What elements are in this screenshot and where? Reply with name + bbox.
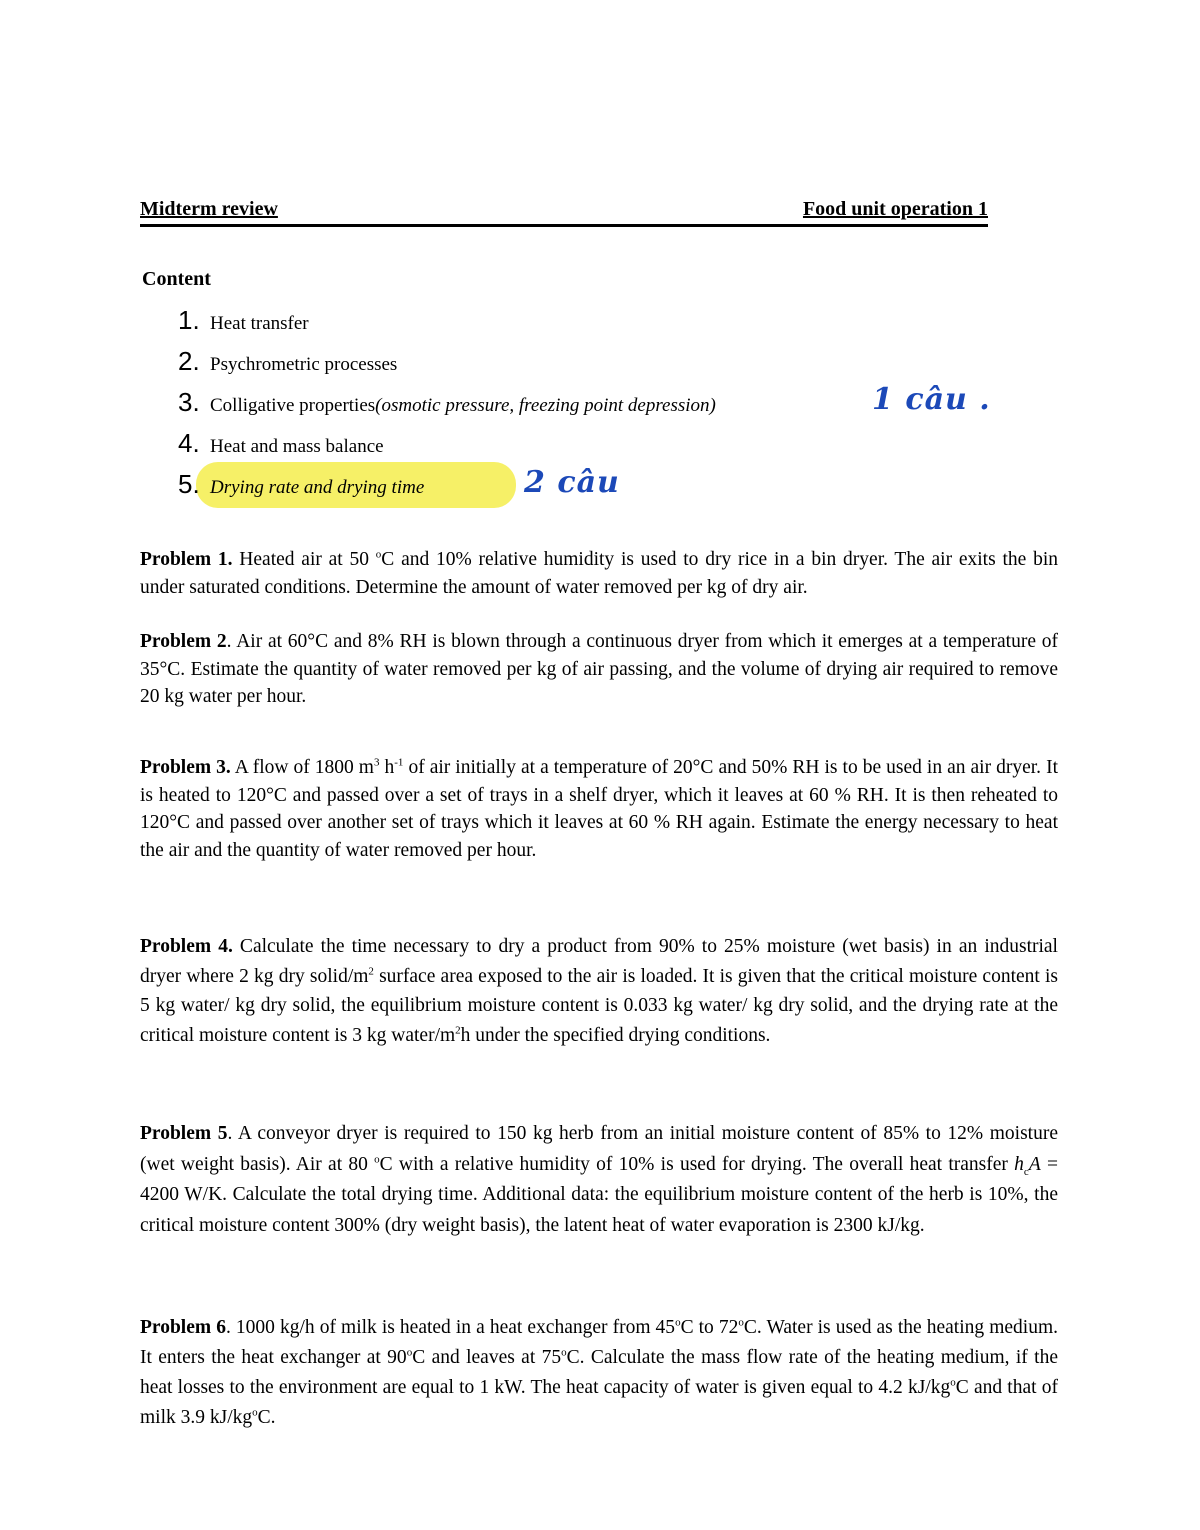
problem-label: Problem 1.: [140, 549, 233, 570]
problem-5: [140, 1119, 1058, 1241]
problem-text: . 1000 kg/h of milk is heated in a heat exchanger from 45: [225, 1317, 676, 1338]
superscript: 2: [368, 965, 374, 977]
problem-text: surface area exposed to the air is loaded. It is given that the critical moisture content is 5 kg water/ kg dry solid, the equilibrium moisture content is 0.033 kg water/ kg dry solid, and the drying rate at the critical moisture content is 3 kg water/m: [140, 965, 1058, 1046]
list-item-label: Heat transfer: [210, 313, 309, 334]
problem-text: Heated air at 50: [232, 549, 376, 570]
problem-label: Problem 3.: [140, 757, 231, 778]
problem-4: [140, 932, 1058, 1050]
list-item: [178, 423, 1078, 464]
document-header: [140, 198, 988, 227]
problem-label: Problem 6: [140, 1317, 226, 1338]
handwritten-note-1: 1 câu .: [872, 382, 991, 417]
problem-3: [140, 754, 1058, 864]
list-item: [178, 341, 1078, 382]
list-number: 1.: [178, 305, 200, 335]
problem-text: C with a relative humidity of 10% is used for drying. The overall heat transfer: [379, 1153, 1015, 1175]
list-item: [178, 300, 1078, 341]
superscript: 3: [373, 756, 380, 769]
problem-text: A flow of 1800 m: [230, 757, 374, 778]
list-item-detail: (osmotic pressure, freezing point depression): [375, 395, 716, 416]
list-number: 4.: [178, 428, 200, 458]
problem-label: Problem 4.: [140, 936, 233, 957]
header-right-title: Food unit operation 1: [802, 198, 988, 220]
problem-text: of air initially at a temperature of 20°C and 50% RH is to be used in an air dryer. It is heated to 120°C and passed over a set of trays in a shelf dryer, which it leaves at 60 % RH. It is then reheated to 120°C and passed over another set of trays which it leaves at 60 % RH again. Estimate the energy necessary to heat the air and the quantity of water removed per hour.: [140, 757, 1058, 861]
problem-text: = 4200 W/K. Calculate the total drying time. Additional data: the equilibrium moisture content of the herb is 10%, the critical moisture content 300% (dry weight basis), the latent heat of water evaporation is 2300 kJ/kg.: [140, 1153, 1058, 1236]
degree-sup: o: [950, 1376, 956, 1389]
problem-text: h: [379, 757, 395, 778]
problem-text: Calculate the time necessary to dry a product from 90% to 25% moisture (wet basis) in an industrial dryer where 2 kg dry solid/m: [140, 936, 1058, 987]
problem-text: . Air at 60°C and 8% RH is blown through a continuous dryer from which it emerges at a temperature of 35°C. Estimate the quantity of water removed per kg of air passing, and the volume of drying air required to remove 20 kg water per hour.: [140, 631, 1058, 707]
list-item-label: Psychrometric processes: [210, 354, 398, 375]
variable-h: h: [1014, 1153, 1024, 1175]
degree-sup: o: [252, 1406, 258, 1419]
list-number: 3.: [178, 387, 200, 417]
list-item: [178, 464, 1078, 505]
degree-sup: o: [375, 548, 382, 561]
problem-text: C and leaves at 75: [412, 1347, 562, 1368]
variable-a: A: [1028, 1153, 1041, 1175]
superscript: 2: [455, 1024, 461, 1036]
list-item-label: Drying rate and drying time: [210, 477, 425, 498]
degree-sup: o: [561, 1346, 567, 1359]
header-left-title: Midterm review: [140, 198, 278, 220]
problem-text: C. Water is used as the heating medium. It enters the heat exchanger at 90: [140, 1317, 1058, 1368]
problem-text: C to 72: [680, 1317, 739, 1338]
problem-6: [140, 1313, 1058, 1433]
problem-1: [140, 546, 1058, 601]
problem-text: C.: [257, 1407, 276, 1428]
problem-label: Problem 2: [140, 631, 227, 652]
list-number: 5.: [178, 469, 200, 499]
degree-sup: o: [738, 1316, 744, 1329]
subscript: c: [1023, 1165, 1029, 1178]
content-heading: Content: [142, 268, 211, 290]
problem-text: C and 10% relative humidity is used to dry rice in a bin dryer. The air exits the bin under saturated conditions. Determine the amount of water removed per kg of dry air.: [140, 549, 1058, 598]
problem-label: Problem 5: [140, 1123, 228, 1144]
degree-sup: o: [675, 1316, 681, 1329]
list-item-label: Colligative properties: [210, 395, 376, 416]
list-item-label: Heat and mass balance: [210, 436, 384, 457]
list-number: 2.: [178, 346, 200, 376]
problem-text: C. Calculate the mass flow rate of the heating medium, if the heat losses to the environment are equal to 1 kW. The heat capacity of water is given equal to 4.2 kJ/kg: [140, 1347, 1058, 1398]
degree-sup: o: [406, 1346, 413, 1359]
problem-text: h under the specified drying conditions.: [460, 1024, 771, 1046]
problem-2: [140, 628, 1058, 711]
problem-text: . A conveyor dryer is required to 150 kg herb from an initial moisture content of 85% to 12% moisture (wet weight basis). Air at 80: [140, 1123, 1058, 1175]
superscript: -1: [394, 756, 404, 769]
problem-text: C and that of milk 3.9 kJ/kg: [140, 1377, 1058, 1428]
degree-sup: o: [374, 1153, 380, 1165]
handwritten-note-2: 2 câu: [524, 465, 620, 500]
